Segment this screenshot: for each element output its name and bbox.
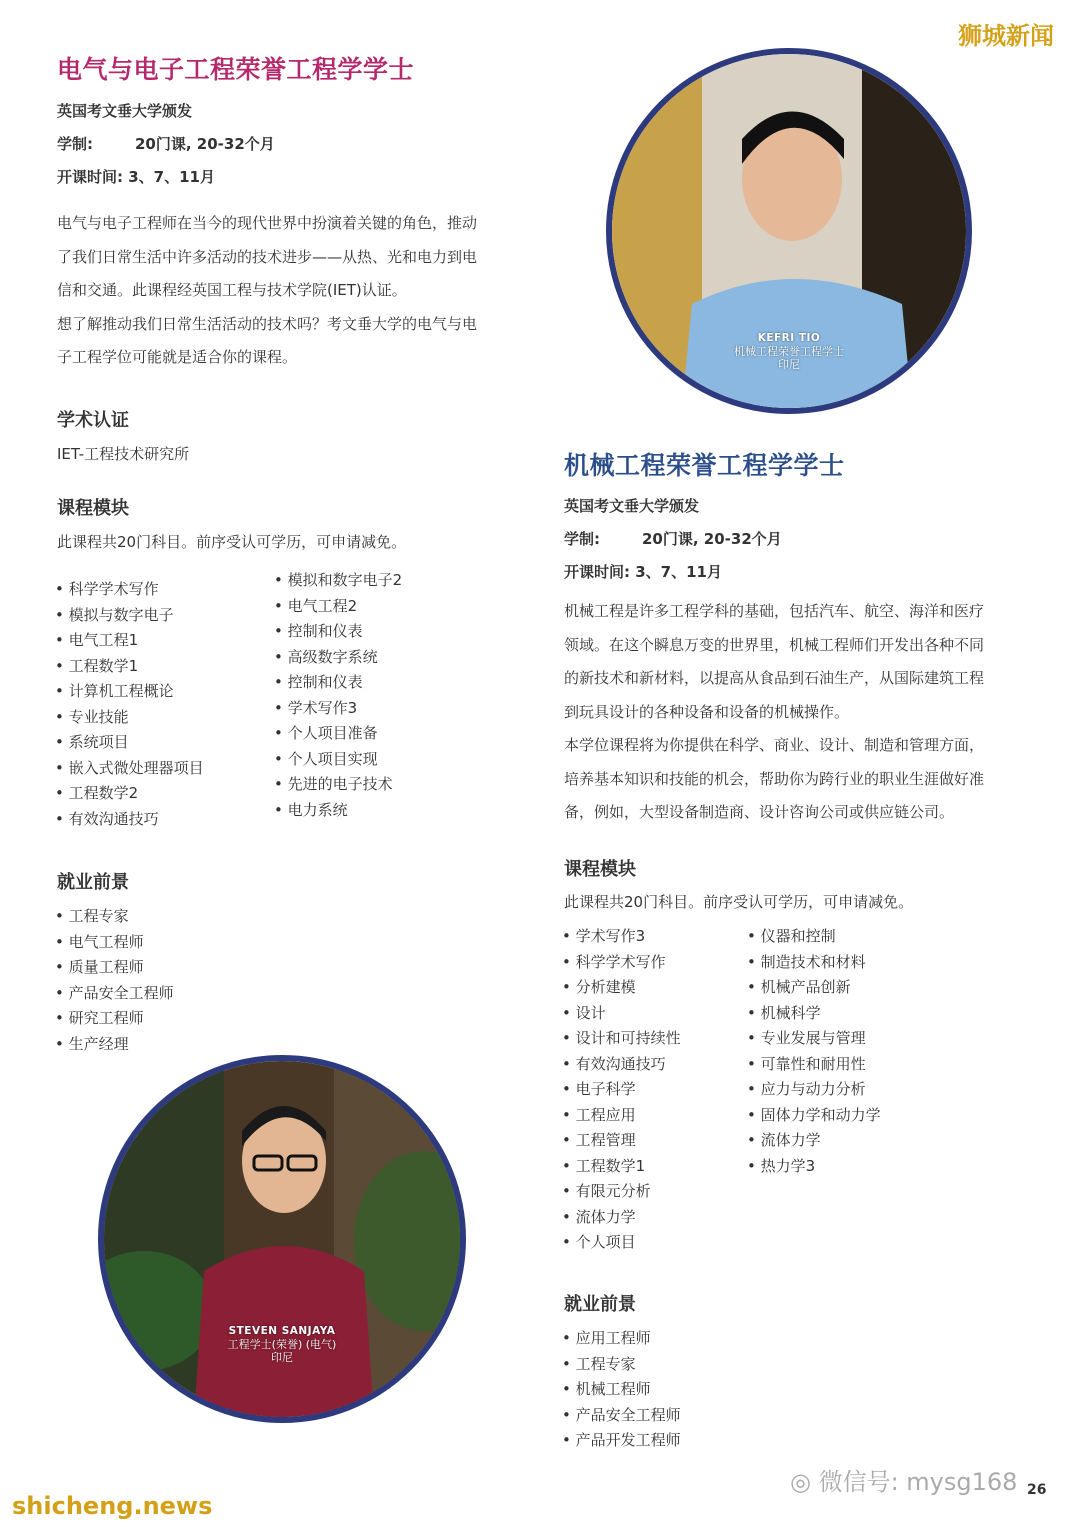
list-item: • 机械工程师 (562, 1377, 681, 1403)
left-modules-note: 此课程共20门科目。前序受认可学历，可申请减免。 (57, 533, 407, 551)
list-item: • 质量工程师 (55, 955, 174, 981)
list-item: • 个人项目实现 (274, 747, 402, 773)
list-item: • 高级数字系统 (274, 645, 402, 671)
right-intake: 开课时间: 3、7、11月 (564, 563, 722, 581)
right-description (564, 595, 984, 830)
left-desc-line: 子工程学位可能就是适合你的课程。 (57, 348, 298, 366)
list-item: • 产品安全工程师 (55, 981, 174, 1007)
list-item: • 流体力学 (747, 1128, 881, 1154)
right-desc-line: 到玩具设计的各种设备和设备的机械操作。 (564, 702, 850, 721)
wechat-id: 微信号: mysg168 (818, 1468, 1018, 1496)
list-item: • 控制和仪表 (274, 670, 402, 696)
list-item: • 应用工程师 (562, 1326, 681, 1352)
left-duration-key: 学制: (57, 135, 93, 153)
list-item: • 生产经理 (55, 1032, 174, 1058)
left-duration (57, 128, 275, 161)
left-desc-line: 电气与电子工程师在当今的现代世界中扮演着关键的角色，推动 (57, 214, 478, 232)
right-issuer: 英国考文垂大学颁发 (564, 497, 700, 515)
list-item: • 分析建模 (562, 975, 681, 1001)
right-modules-heading: 课程模块 (564, 859, 636, 880)
list-item: • 设计 (562, 1001, 681, 1027)
student-photo-steven (98, 1055, 466, 1423)
list-item: • 热力学3 (747, 1154, 881, 1180)
right-duration-key: 学制: (564, 530, 600, 548)
left-accreditation-heading: 学术认证 (57, 410, 129, 431)
right-desc-line: 的新技术和新材料，以提高从食品到石油生产，从国际建筑工程 (564, 669, 985, 687)
right-desc-line: 本学位课程将为你提供在科学、商业、设计、制造和管理方面， (564, 736, 985, 754)
list-item: • 有效沟通技巧 (55, 807, 204, 833)
list-item: • 设计和可持续性 (562, 1026, 681, 1052)
left-modules-heading: 课程模块 (57, 498, 129, 519)
list-item: • 机械科学 (747, 1001, 881, 1027)
right-modules-col1 (562, 924, 681, 1256)
left-careers-list (55, 904, 174, 1057)
list-item: • 工程数学2 (55, 781, 204, 807)
list-item: • 制造技术和材料 (747, 950, 881, 976)
right-careers-heading: 就业前景 (564, 1294, 636, 1315)
left-careers-heading: 就业前景 (57, 872, 129, 893)
left-meta (57, 95, 275, 194)
right-modules-col2 (747, 924, 881, 1179)
watermark-top-right: 狮城新闻 (958, 21, 1054, 50)
wechat-watermark (790, 1462, 1017, 1497)
list-item: • 先进的电子技术 (274, 772, 402, 798)
list-item: • 产品安全工程师 (562, 1403, 681, 1429)
left-desc-line: 信和交通。此课程经英国工程与技术学院(IET)认证。 (57, 281, 407, 299)
watermark-bottom-left: shicheng.news (12, 1492, 213, 1520)
right-careers-list (562, 1326, 681, 1454)
right-duration-value: 20门课, 20-32个月 (642, 530, 782, 548)
left-intake: 开课时间: 3、7、11月 (57, 168, 215, 186)
list-item: • 工程应用 (562, 1103, 681, 1129)
list-item: • 有效沟通技巧 (562, 1052, 681, 1078)
page-number: 26 (1027, 1482, 1047, 1498)
list-item: • 流体力学 (562, 1205, 681, 1231)
list-item: • 有限元分析 (562, 1179, 681, 1205)
student-photo-kefri (606, 48, 972, 414)
list-item: • 工程数学1 (562, 1154, 681, 1180)
wechat-icon: ◎ (790, 1468, 811, 1496)
left-issuer: 英国考文垂大学颁发 (57, 102, 193, 120)
student-degree: 机械工程荣誉工程学士 (734, 345, 844, 358)
list-item: • 工程专家 (562, 1352, 681, 1378)
list-item: • 学术写作3 (562, 924, 681, 950)
list-item: • 产品开发工程师 (562, 1428, 681, 1454)
list-item: • 嵌入式微处理器项目 (55, 756, 204, 782)
list-item: • 固体力学和动力学 (747, 1103, 881, 1129)
list-item: • 电气工程师 (55, 930, 174, 956)
list-item: • 个人项目 (562, 1230, 681, 1256)
right-desc-line: 领域。在这个瞬息万变的世界里，机械工程师们开发出各种不同 (564, 635, 985, 654)
list-item: • 应力与动力分析 (747, 1077, 881, 1103)
right-duration (564, 523, 782, 556)
list-item: • 控制和仪表 (274, 619, 402, 645)
student-caption-kefri (612, 332, 966, 371)
list-item: • 科学学术写作 (562, 950, 681, 976)
list-item: • 机械产品创新 (747, 975, 881, 1001)
right-modules-note: 此课程共20门科目。前序受认可学历，可申请减免。 (564, 893, 914, 911)
left-desc-line: 了我们日常生活中许多活动的技术进步——从热、光和电力到电 (57, 247, 478, 266)
list-item: • 仪器和控制 (747, 924, 881, 950)
list-item: • 工程数学1 (55, 654, 204, 680)
list-item: • 可靠性和耐用性 (747, 1052, 881, 1078)
left-duration-value: 20门课, 20-32个月 (135, 135, 275, 153)
right-desc-line: 机械工程是许多工程学科的基础，包括汽车、航空、海洋和医疗 (564, 602, 985, 620)
student-name: KEFRI TIO (757, 332, 821, 344)
list-item: • 模拟与数字电子 (55, 603, 204, 629)
right-desc-line: 备，例如，大型设备制造商、设计咨询公司或供应链公司。 (564, 803, 955, 821)
left-course-title: 电气与电子工程荣誉工程学学士 (57, 55, 415, 84)
left-description (57, 207, 477, 375)
list-item: • 专业技能 (55, 705, 204, 731)
list-item: • 电力系统 (274, 798, 402, 824)
right-desc-line: 培养基本知识和技能的机会，帮助你为跨行业的职业生涯做好准 (564, 769, 985, 788)
list-item: • 学术写作3 (274, 696, 402, 722)
student-degree: 工程学士(荣誉) (电气) (227, 1338, 337, 1351)
list-item: • 科学学术写作 (55, 577, 204, 603)
student-caption-steven (104, 1325, 460, 1364)
right-meta (564, 490, 782, 589)
list-item: • 模拟和数字电子2 (274, 568, 402, 594)
list-item: • 专业发展与管理 (747, 1026, 881, 1052)
student-country: 印尼 (271, 1351, 293, 1364)
list-item: • 个人项目准备 (274, 721, 402, 747)
list-item: • 系统项目 (55, 730, 204, 756)
student-country: 印尼 (778, 358, 800, 371)
left-modules-col2 (274, 568, 402, 823)
list-item: • 电子科学 (562, 1077, 681, 1103)
student-name: STEVEN SANJAYA (228, 1325, 336, 1337)
list-item: • 工程专家 (55, 904, 174, 930)
left-accreditation-text: IET-工程技术研究所 (57, 445, 190, 463)
left-modules-col1 (55, 577, 204, 832)
list-item: • 电气工程1 (55, 628, 204, 654)
list-item: • 计算机工程概论 (55, 679, 204, 705)
list-item: • 电气工程2 (274, 594, 402, 620)
right-course-title: 机械工程荣誉工程学学士 (564, 451, 845, 480)
left-desc-line: 想了解推动我们日常生活活动的技术吗？考文垂大学的电气与电 (57, 314, 478, 333)
list-item: • 研究工程师 (55, 1006, 174, 1032)
list-item: • 工程管理 (562, 1128, 681, 1154)
